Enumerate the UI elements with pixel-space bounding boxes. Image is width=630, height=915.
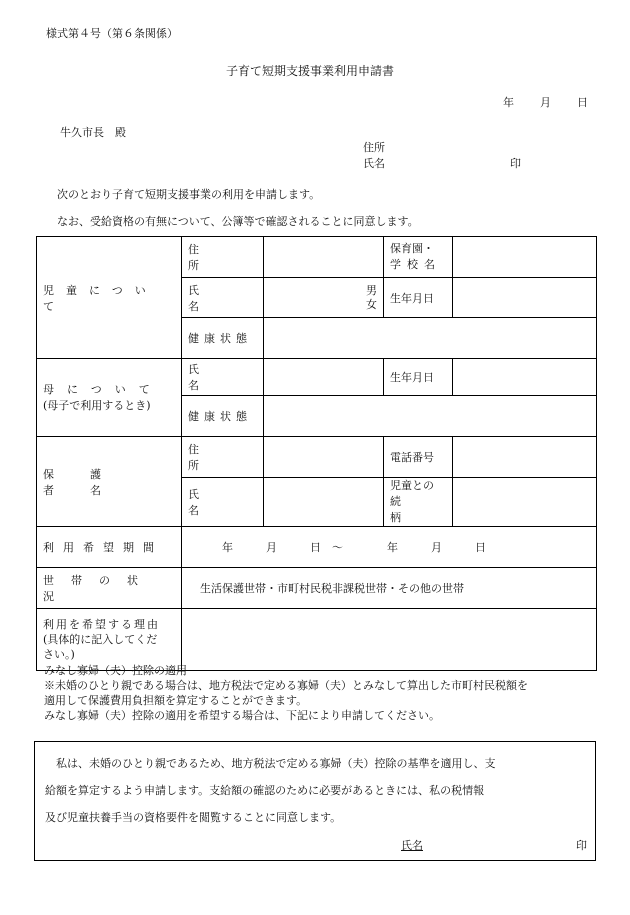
mother-birthdate-field[interactable] xyxy=(453,359,597,396)
child-name-label: 氏名 xyxy=(182,278,264,318)
phone-label: 電話番号 xyxy=(384,437,453,478)
declaration-box xyxy=(34,741,596,861)
mother-section-note: (母子で利用するとき) xyxy=(43,398,151,412)
mother-health-field[interactable] xyxy=(264,396,597,437)
mother-section-label xyxy=(37,359,182,437)
application-table xyxy=(36,236,597,671)
form-number: 様式第４号（第６条関係） xyxy=(46,27,178,40)
notes xyxy=(44,663,528,723)
note-line-4: みなし寡婦（夫）控除の適用を希望する場合は、下記により申請してください。 xyxy=(44,709,440,722)
child-birthdate-label: 生年月日 xyxy=(384,278,453,318)
child-health-label: 健康状態 xyxy=(182,318,264,359)
applicant-name-label: 氏名 xyxy=(363,157,385,170)
relation-label: 児童との 続柄 xyxy=(384,478,453,527)
child-name-field[interactable] xyxy=(264,278,384,318)
child-health-field[interactable] xyxy=(264,318,597,359)
reason-label: 利用を希望する理由 (具体的に記入してくだ さい。) xyxy=(37,609,182,671)
phone-field[interactable] xyxy=(453,437,597,478)
mother-birthdate-label: 生年月日 xyxy=(384,359,453,396)
household-label: 世帯の状況 xyxy=(37,568,182,609)
mother-section-text: 母について xyxy=(43,382,163,396)
addressee: 牛久市長 殿 xyxy=(60,126,126,139)
declaration-seal: 印 xyxy=(576,839,587,852)
declaration-name-label: 氏名 xyxy=(401,839,423,852)
child-address-field[interactable] xyxy=(264,237,384,278)
date-year-label: 年 xyxy=(503,96,514,109)
child-section-label xyxy=(37,237,182,359)
school-label: 保育園・ 学校名 xyxy=(384,237,453,278)
intro-text-2: なお、受給資格の有無について、公簿等で確認されることに同意します。 xyxy=(57,215,419,228)
declaration-line-1: 私は、未婚のひとり親であるため、地方税法で定める寡婦（夫）控除の基準を適用し、支 xyxy=(56,757,496,770)
child-section-text: 児童について xyxy=(43,283,158,313)
mother-name-field[interactable] xyxy=(264,359,384,396)
reason-field[interactable] xyxy=(182,609,597,671)
school-field[interactable] xyxy=(453,237,597,278)
mother-health-label: 健康状態 xyxy=(182,396,264,437)
declaration-signature-line[interactable] xyxy=(401,837,587,853)
page-title: 子育て短期支援事業利用申請書 xyxy=(226,64,395,78)
period-label: 利用希望期間 xyxy=(37,527,182,568)
sex-female-option[interactable]: 女 xyxy=(366,297,377,311)
guardian-name-label: 氏名 xyxy=(182,478,264,527)
declaration-line-3: 及び児童扶養手当の資格要件を閲覧することに同意します。 xyxy=(45,811,342,824)
applicant-address-label: 住所 xyxy=(363,141,385,154)
note-line-1: みなし寡婦（夫）控除の適用 xyxy=(44,664,187,677)
guardian-section-label xyxy=(37,437,182,527)
declaration-line-2: 給額を算定するよう申請します。支給額の確認のために必要があるときには、私の税情報 xyxy=(45,784,485,797)
applicant-seal: 印 xyxy=(510,157,521,170)
period-field[interactable]: 年 月 日 ～ 年 月 日 xyxy=(182,527,597,568)
guardian-address-label: 住所 xyxy=(182,437,264,478)
guardian-address-field[interactable] xyxy=(264,437,384,478)
note-line-3: 適用して保護費用負担額を算定することができます。 xyxy=(44,694,308,707)
relation-field[interactable] xyxy=(453,478,597,527)
note-line-2: ※未婚のひとり親である場合は、地方税法で定める寡婦（夫）とみなして算出した市町村民税額を xyxy=(44,679,528,692)
sex-male-option[interactable]: 男 xyxy=(366,283,377,297)
child-birthdate-field[interactable] xyxy=(453,278,597,318)
mother-name-label: 氏名 xyxy=(182,359,264,396)
guardian-name-field[interactable] xyxy=(264,478,384,527)
guardian-section-text: 保護者名 xyxy=(43,467,137,497)
date-day-label: 日 xyxy=(577,96,588,109)
child-address-label: 住所 xyxy=(182,237,264,278)
intro-text-1: 次のとおり子育て短期支援事業の利用を申請します。 xyxy=(57,188,321,201)
household-field[interactable]: 生活保護世帯・市町村民税非課税世帯・その他の世帯 xyxy=(182,568,597,609)
date-month-label: 月 xyxy=(540,96,551,109)
